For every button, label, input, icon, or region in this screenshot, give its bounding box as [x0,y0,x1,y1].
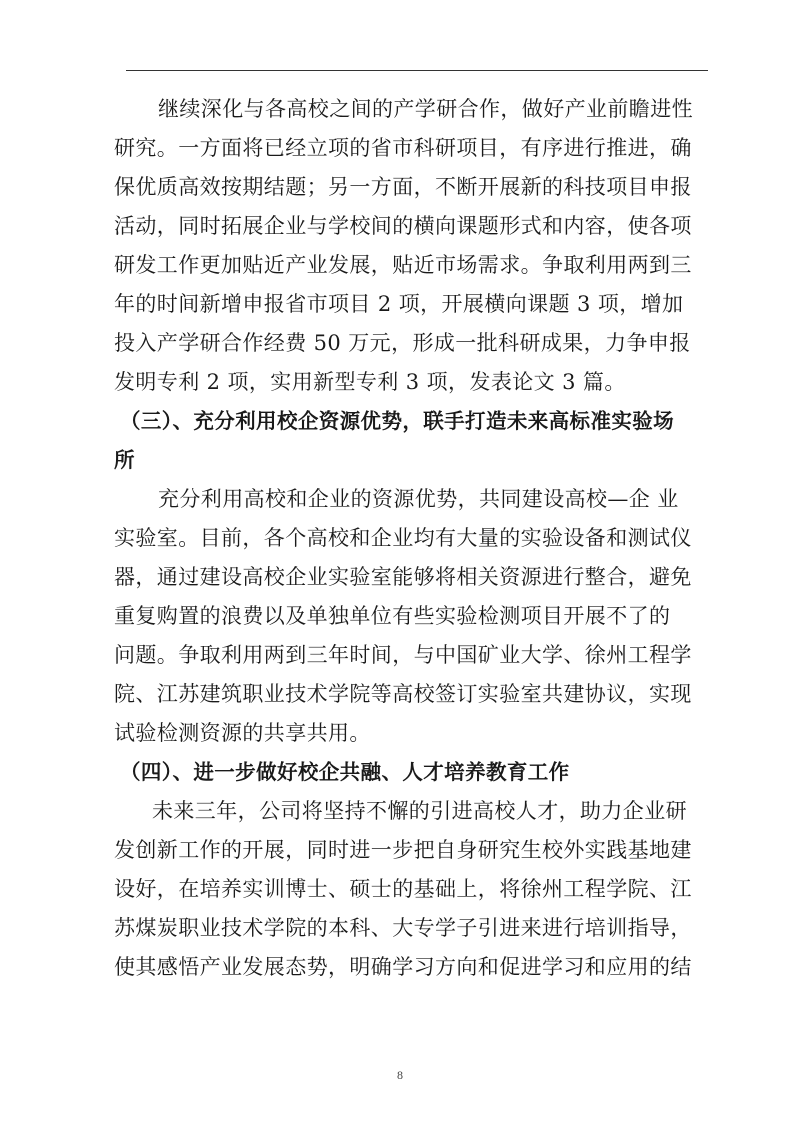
heading-line: 所 [114,448,135,472]
section-heading-4 [114,753,714,792]
text-line: 充分利用高校和企业的资源优势，共同建设高校—企 业 [158,487,679,511]
text-line: 使其感悟产业发展态势，明确学习方向和促进学习和应用的结 [114,955,692,979]
text-line: 年的时间新增申报省市项目 2 项，开展横向课题 3 项，增加 [114,292,684,316]
text-line: 研究。一方面将已经立项的省市科研项目，有序进行推进，确 [114,136,692,160]
text-line: 重复购置的浪费以及单独单位有些实验检测项目开展不了的 [114,604,671,628]
heading-line: （三）、充分利用校企资源优势，联手打造未来高标准实验场 [120,409,675,433]
text-line: 发明专利 2 项，实用新型专利 3 项，发表论文 3 篇。 [114,370,626,394]
section-heading-3 [114,402,714,480]
paragraph-shared-labs [114,480,714,753]
text-line: 活动，同时拓展企业与学校间的横向课题形式和内容，使各项 [114,214,692,238]
text-line: 实验室。目前，各个高校和企业均有大量的实验设备和测试仪 [114,526,692,550]
body-text [114,90,714,987]
text-line: 保优质高效按期结题；另一方面，不断开展新的科技项目申报 [114,175,692,199]
text-line: 未来三年，公司将坚持不懈的引进高校人才，助力企业研 [152,799,687,823]
heading-line: （四）、进一步做好校企共融、人才培养教育工作 [120,760,570,784]
header-rule [126,70,708,71]
text-line: 继续深化与各高校之间的产学研合作，做好产业前瞻进性 [158,97,693,121]
text-line: 投入产学研合作经费 50 万元，形成一批科研成果，力争申报 [114,331,691,355]
page-number: 8 [397,1068,403,1082]
paragraph-talent-training [114,792,714,987]
text-line: 研发工作更加贴近产业发展，贴近市场需求。争取利用两到三 [114,253,692,277]
text-line: 发创新工作的开展，同时进一步把自身研究生校外实践基地建 [114,838,692,862]
text-line: 苏煤炭职业技术学院的本科、大专学子引进来进行培训指导， [114,916,692,940]
text-line: 问题。争取利用两到三年时间，与中国矿业大学、徐州工程学 [114,643,692,667]
text-line: 设好，在培养实训博士、硕士的基础上，将徐州工程学院、江 [114,877,692,901]
text-line: 器，通过建设高校企业实验室能够将相关资源进行整合，避免 [114,565,692,589]
text-line: 院、江苏建筑职业技术学院等高校签订实验室共建协议，实现 [114,682,692,706]
text-line: 试验检测资源的共享共用。 [114,721,371,745]
paragraph-research-cooperation [114,90,714,402]
